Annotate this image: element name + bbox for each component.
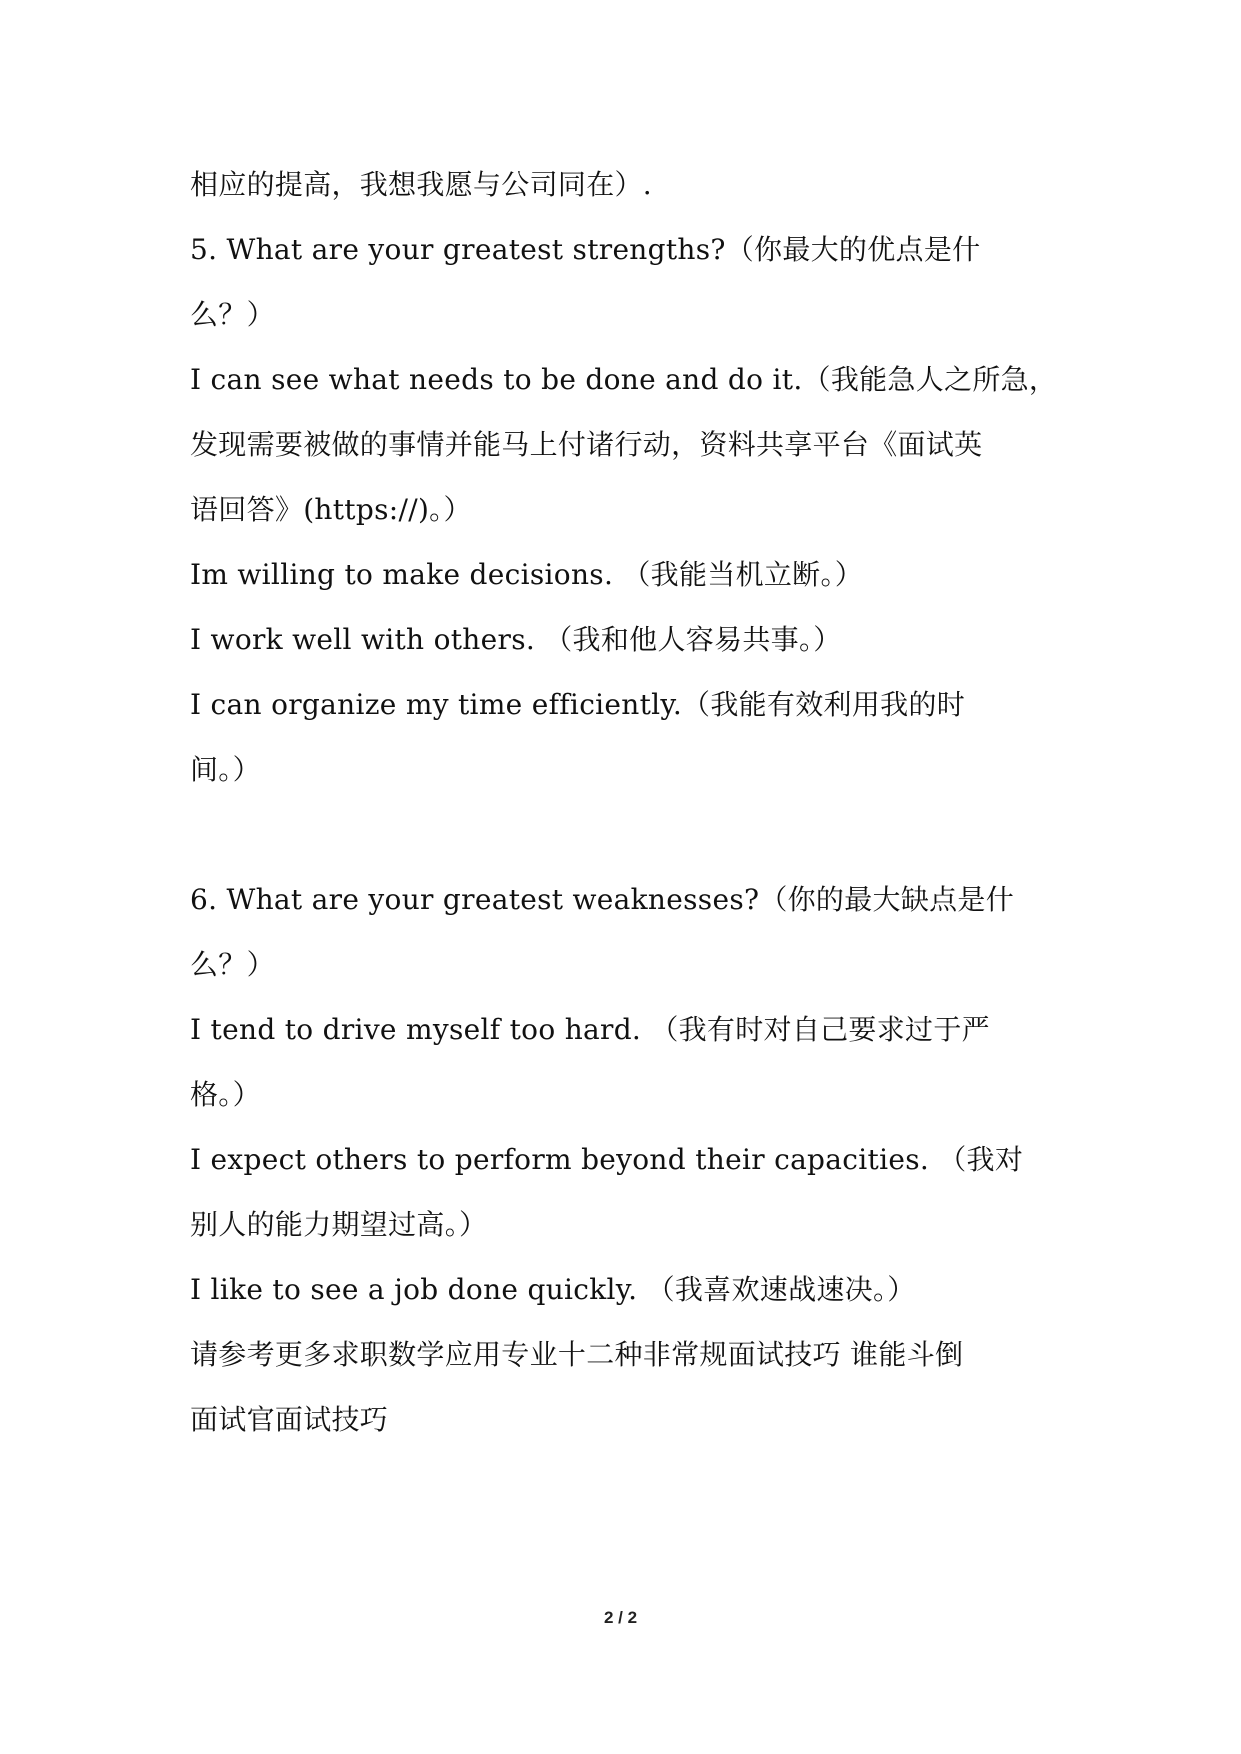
answer-line: I expect others to perform beyond their capacities. （我对 xyxy=(190,1143,1024,1176)
text-line: 间。） xyxy=(190,753,261,786)
document-body xyxy=(190,152,1060,1452)
reference-line: 请参考更多求职数学应用专业十二种非常规面试技巧 谁能斗倒 xyxy=(190,1338,964,1371)
answer-line: I work well with others. （我和他人容易共事。） xyxy=(190,623,842,656)
question-5-line: 5. What are your greatest strengths?（你最大的优点是什 xyxy=(190,233,981,266)
text-line: 别人的能力期望过高。） xyxy=(190,1208,488,1241)
answer-line: I can organize my time efficiently.（我能有效利用我的时 xyxy=(190,688,966,721)
text-line: 发现需要被做的事情并能马上付诸行动，资料共享平台《面试英 xyxy=(190,428,983,461)
answer-line: Im willing to make decisions. （我能当机立断。） xyxy=(190,558,864,591)
answer-line: I tend to drive myself too hard. （我有时对自己要求过于严 xyxy=(190,1013,990,1046)
answer-line: I like to see a job done quickly. （我喜欢速战速决。） xyxy=(190,1273,916,1306)
text-line: 格。） xyxy=(190,1078,261,1111)
page-number: 2 / 2 xyxy=(603,1608,638,1627)
answer-line: I can see what needs to be done and do it.（我能急人之所急， xyxy=(190,363,1058,396)
text-line: 语回答》(https://)。） xyxy=(190,493,472,526)
text-line: 么？） xyxy=(190,948,275,981)
text-line: 相应的提高，我想我愿与公司同在）. xyxy=(190,168,653,201)
text-line: 么？） xyxy=(190,298,275,331)
question-6-line: 6. What are your greatest weaknesses?（你的最大缺点是什 xyxy=(190,883,1015,916)
reference-line: 面试官面试技巧 xyxy=(190,1403,389,1436)
blank-line xyxy=(190,802,1060,867)
